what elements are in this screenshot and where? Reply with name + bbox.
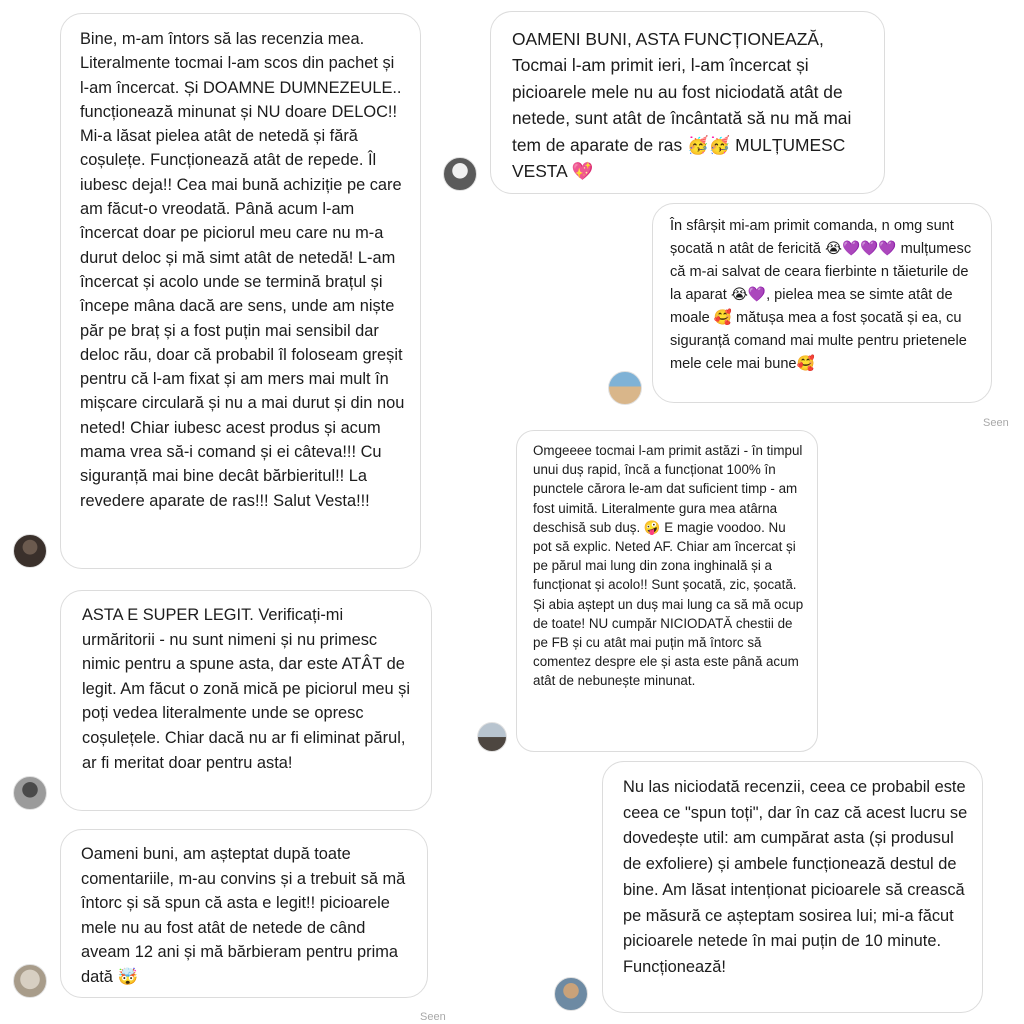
message-text: Bine, m-am întors să las recenzia mea. Literalmente tocmai l-am scos din pachet și l-am încercat. Și DOAMNE DUMNEZEULE.. funcționează minunat și NU doare DELOC!! Mi-a lăsat pielea atât de netedă și fără coșulețe. Funcționează atât de repede. Îl iubesc deja!! Cea mai bună achiziție pe care am făcut-o vreodată. Până acum l-am încercat doar pe piciorul meu care nu m-a durut deloc și mă simt atât de netedă! L-am încercat și acolo unde se termină brațul și începe mâna dacă are sens, unde am niște păr pe braț și a fost puțin mai sensibil dar deloc rău, doar că probabil îl foloseam greșit pentru că l-am fixat și am mers mai mult în mișcare circulară și nu a mai durut și din nou neted! Chiar iubesc acest produs și acum mama vrea să-i comand și ei câteva!!! Cu siguranță mai bine decât bărbieritul!! La revedere aparate de ras!!! Salut Vesta!!! — [80, 30, 405, 510]
message-text: Nu las niciodată recenzii, ceea ce probabil este ceea ce "spun toți", dar în caz că acest lucru se dovedește util: am cumpărat asta (și produsul de exfoliere) și ambele funcționează destul de bine. Am lăsat intenționat picioarele să crească pe măsură ce așteptam sosirea lui; mi-a făcut picioarele netede în mai puțin de 10 minute. Funcționează! — [623, 778, 968, 976]
avatar[interactable] — [554, 977, 588, 1011]
message-bubble — [60, 13, 421, 569]
message-text: În sfârșit mi-am primit comanda, n omg sunt șocată n atât de fericită 😭💜💜💜 mulțumesc că m-ai salvat de ceara fierbinte n tăieturile de la aparat 😭💜, pielea mea se simte atât de moale 🥰 mătușa mea a fost șocată și ea, cu siguranță comand mai multe pentru prietenele mele cele mai bune🥰 — [670, 218, 972, 372]
message-bubble — [60, 590, 432, 811]
seen-label: Seen — [420, 1011, 446, 1023]
message-bubble — [652, 203, 992, 403]
avatar[interactable] — [443, 157, 477, 191]
message-text: Omgeeee tocmai l-am primit astăzi - în timpul unui duș rapid, încă a funcționat 100% în punctele cărora le-am dat suficient timp - am fost uimită. Literalmente gura mea atârna deschisă sub duș. 🤪 E magie voodoo. Nu pot să explic. Neted AF. Chiar am încercat și pe părul mai lung din zona inghinală și a funcționat și acolo!! Sunt șocată, zic, șocată. Și abia aștept un duș mai lung ca să mă ocup de toate! NU cumpăr NICIODATĂ chestii de pe FB și cu atât mai puțin mă întorc să comentez despre ele și asta este până acum atât de nebunește minunat. — [533, 443, 804, 689]
message-text: Oameni buni, am așteptat după toate comentariile, m-au convins și a trebuit să mă întorc și să spun că asta e legit!! picioarele mele nu au fost atât de netede de când aveam 12 ani și mă bărbieram pentru prima dată 🤯 — [81, 845, 406, 986]
avatar[interactable] — [13, 534, 47, 568]
message-bubble — [490, 11, 885, 194]
avatar[interactable] — [13, 964, 47, 998]
avatar[interactable] — [608, 371, 642, 405]
seen-label: Seen — [983, 417, 1009, 429]
avatar[interactable] — [13, 776, 47, 810]
message-text: ASTA E SUPER LEGIT. Verificați-mi urmăritorii - nu sunt nimeni și nu primesc nimic pentru a spune asta, dar este ATÂT de legit. Am făcut o zonă mică pe piciorul meu și poți vedea literalmente unde se opresc coșulețele. Chiar dacă nu ar fi eliminat părul, ar fi meritat doar pentru asta! — [82, 606, 410, 772]
message-bubble — [602, 761, 983, 1013]
message-bubble — [60, 829, 428, 998]
message-bubble — [516, 430, 818, 752]
message-text: OAMENI BUNI, ASTA FUNCȚIONEAZĂ, Tocmai l-am primit ieri, l-am încercat și picioarele mele nu au fost niciodată atât de netede, sunt atât de încântată să nu mă mai tem de aparate de ras 🥳🥳 MULȚUMESC VESTA 💖 — [512, 29, 852, 182]
avatar[interactable] — [477, 722, 507, 752]
